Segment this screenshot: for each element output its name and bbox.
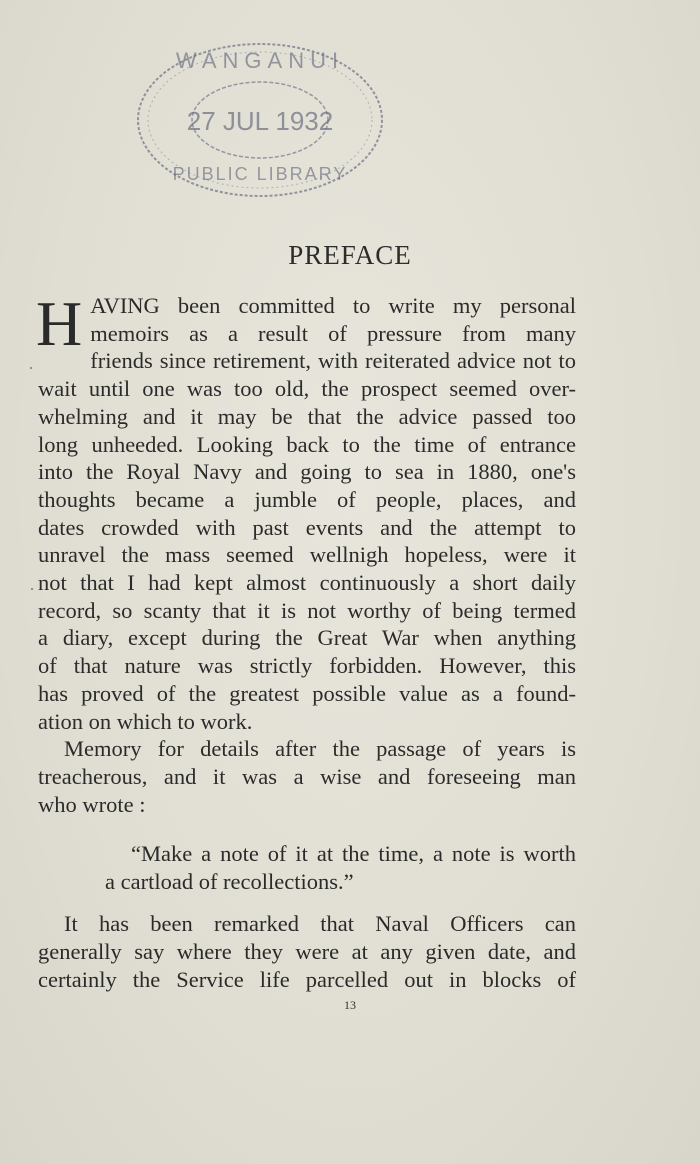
paragraph-1 <box>36 288 576 818</box>
text-line: into the Royal Navy and going to sea in 1880, one's <box>38 459 576 485</box>
paper-speck <box>30 367 32 369</box>
paper-speck <box>31 588 33 590</box>
text-line: who wrote : <box>38 791 146 817</box>
page-number: 13 <box>344 998 356 1012</box>
text-line: record, so scanty that it is not worthy of being termed <box>38 597 576 623</box>
text-line: It has been remarked that Naval Officers can <box>64 911 576 936</box>
text-line: ation on which to work. <box>38 708 253 734</box>
text-line: has proved of the greatest possible value as a found- <box>38 680 576 706</box>
text-line: treacherous, and it was a wise and foreseeing man <box>38 763 576 789</box>
library-stamp-graphic <box>120 28 400 208</box>
text-line: a diary, except during the Great War when anything <box>38 625 576 651</box>
stamp-bottom-text: PUBLIC LIBRARY <box>172 164 348 184</box>
library-stamp <box>120 28 400 208</box>
text-line: long unheeded. Looking back to the time of entrance <box>38 431 576 457</box>
text-line: memoirs as a result of pressure from many <box>90 320 576 346</box>
text-line: Memory for details after the passage of years is <box>64 736 576 762</box>
text-line: wait until one was too old, the prospect seemed over- <box>38 376 576 402</box>
text-line: friends since retirement, with reiterated advice not to <box>90 348 576 374</box>
text-line: unravel the mass seemed wellnigh hopeless, were it <box>38 542 576 568</box>
text-line: AVING been committed to write my personal <box>90 293 576 318</box>
stamp-top-text: WANGANUI <box>175 48 345 73</box>
text-line: whelming and it may be that the advice passed too <box>38 403 576 429</box>
text-line: thoughts became a jumble of people, places, and <box>38 486 576 512</box>
text-line: certainly the Service life parcelled out in blocks of <box>38 967 576 992</box>
quote-line: “Make a note of it at the time, a note is worth <box>131 841 576 866</box>
text-line: of that nature was strictly forbidden. However, this <box>38 653 576 679</box>
text-line: not that I had kept almost continuously a short daily <box>38 570 576 596</box>
quotation <box>105 840 576 896</box>
stamp-date: 27 JUL 1932 <box>186 106 334 136</box>
paragraph-3 <box>38 910 576 994</box>
text-line: generally say where they were at any given date, and <box>38 939 576 964</box>
drop-cap: H <box>36 288 83 359</box>
text-line: dates crowded with past events and the attempt to <box>38 514 576 540</box>
page-title: PREFACE <box>288 240 412 270</box>
quote-line: a cartload of recollections.” <box>105 869 354 894</box>
